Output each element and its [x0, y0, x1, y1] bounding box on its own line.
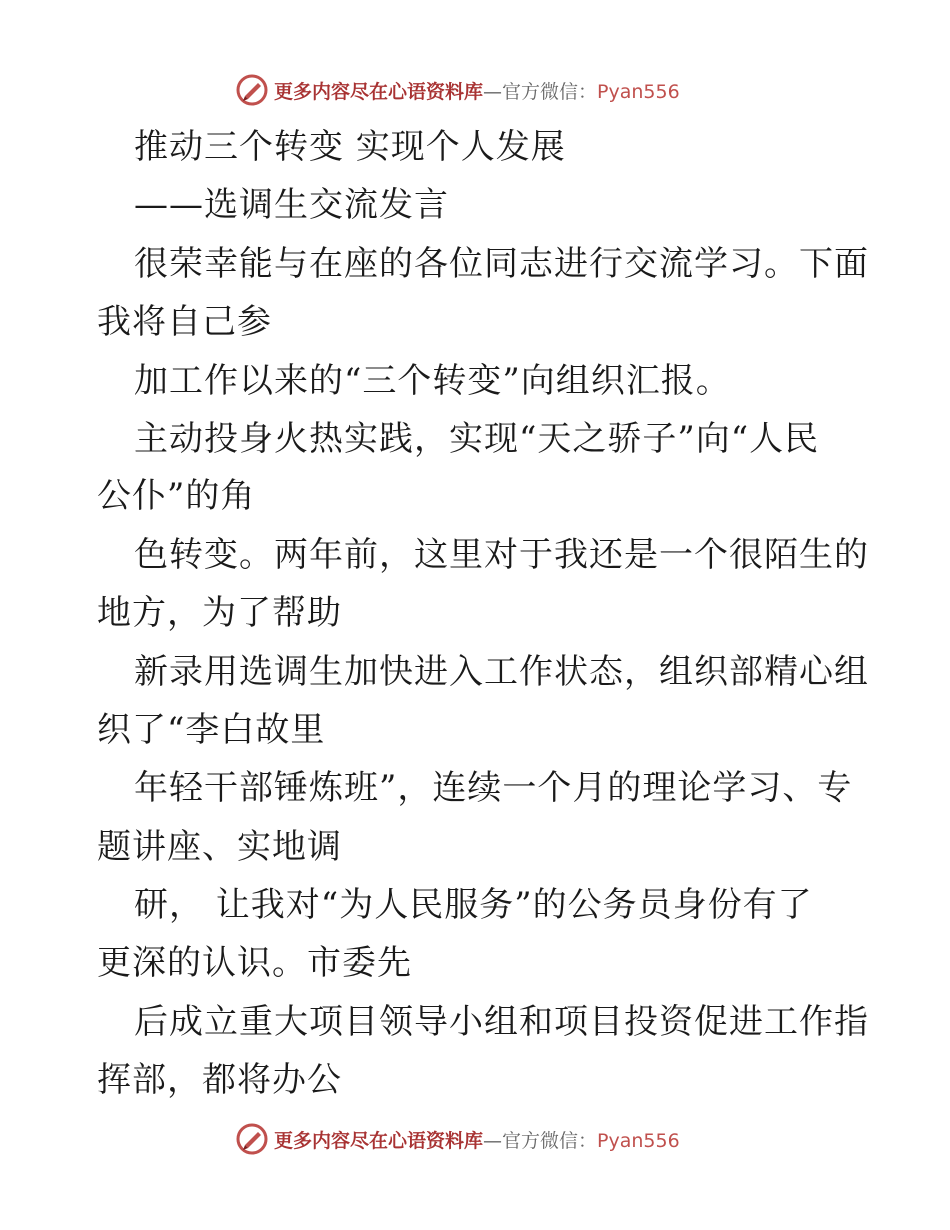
- paragraph-line: 地方，为了帮助: [97, 593, 342, 633]
- pen-logo-icon: [236, 1123, 268, 1155]
- paragraph-line: 年轻干部锤炼班”，连续一个月的理论学习、专: [134, 768, 853, 808]
- pen-logo-icon: [236, 74, 268, 106]
- paragraph-line: 题讲座、实地调: [97, 827, 342, 867]
- document-subtitle: ——选调生交流发言: [134, 185, 449, 225]
- watermark-text: 更多内容尽在心语资料库—官方微信：Pyan556: [274, 80, 680, 103]
- paragraph-line: 色转变。两年前，这里对于我还是一个很陌生的: [134, 535, 869, 575]
- paragraph-line: 挥部，都将办公: [97, 1060, 342, 1100]
- paragraph-line: 我将自己参: [97, 302, 272, 342]
- document-title: 推动三个转变 实现个人发展: [134, 127, 566, 167]
- watermark-text: 更多内容尽在心语资料库—官方微信：Pyan556: [274, 1129, 680, 1152]
- paragraph-line: 加工作以来的“三个转变”向组织汇报。: [134, 361, 731, 401]
- paragraph-line: 织了“李白故里: [97, 710, 326, 750]
- footer-watermark: [236, 1122, 680, 1156]
- paragraph-line: 新录用选调生加快进入工作状态，组织部精心组: [134, 652, 869, 692]
- paragraph-line: 主动投身火热实践，实现“天之骄子”向“人民: [134, 419, 820, 459]
- paragraph-line: 公仆”的角: [97, 476, 256, 516]
- header-watermark: [236, 73, 680, 107]
- paragraph-line: 后成立重大项目领导小组和项目投资促进工作指: [134, 1002, 869, 1042]
- paragraph-line: 更深的认识。市委先: [97, 943, 412, 983]
- paragraph-line: 研， 让我对“为人民服务”的公务员身份有了: [134, 885, 813, 925]
- paragraph-line: 很荣幸能与在座的各位同志进行交流学习。下面: [134, 244, 869, 284]
